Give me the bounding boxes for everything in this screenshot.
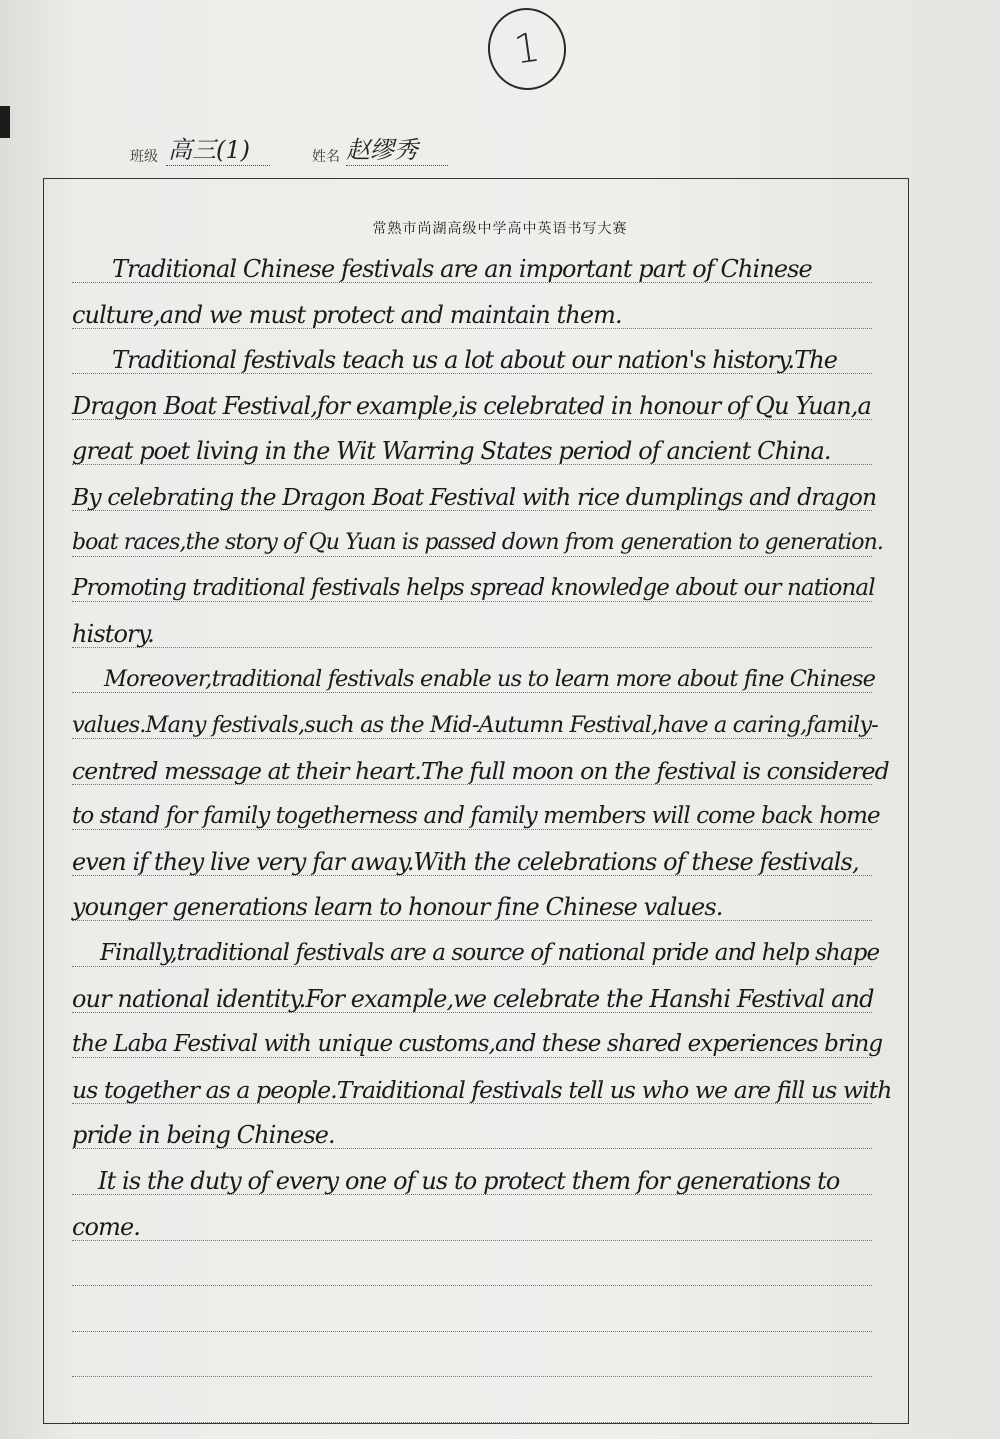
ruled-line xyxy=(72,1376,872,1377)
class-underline xyxy=(166,164,270,166)
ruled-line xyxy=(72,1331,872,1332)
essay-line: Finally,traditional festivals are a source of national pride and help shape xyxy=(100,940,880,966)
ruled-line xyxy=(72,1422,872,1423)
essay-line: us together as a people.Traiditional festivals tell us who we are fill us with xyxy=(72,1075,892,1104)
essay-line: great poet living in the Wit Warring States period of ancient China. xyxy=(72,437,831,466)
essay-line: younger generations learn to honour fine Chinese values. xyxy=(72,893,723,922)
contest-title: 常熟市尚湖高级中学高中英语书写大赛 xyxy=(372,221,628,237)
ruled-line xyxy=(72,1285,872,1286)
page-number: 1 xyxy=(511,24,543,74)
essay-line: By celebrating the Dragon Boat Festival with rice dumplings and dragon xyxy=(72,483,877,511)
name-underline xyxy=(346,164,448,166)
class-value: 高三(1) xyxy=(168,136,250,164)
essay-line: centred message at their heart.The full moon on the festival is considered xyxy=(72,756,889,785)
essay-line: history. xyxy=(72,619,154,648)
essay-line: pride in being Chinese. xyxy=(72,1121,335,1150)
essay-line: boat races,the story of Qu Yuan is passed down from generation to generation. xyxy=(72,529,883,555)
essay-line: Dragon Boat Festival,for example,is celebrated in honour of Qu Yuan,a xyxy=(72,391,871,420)
class-label: 班级 xyxy=(130,149,158,165)
name-value: 赵缪秀 xyxy=(346,136,418,164)
page-number-circle xyxy=(483,3,572,95)
name-label: 姓名 xyxy=(312,149,340,165)
essay-line: Traditional festivals teach us a lot about our nation's history.The xyxy=(112,346,838,375)
essay-line: It is the duty of every one of us to protect them for generations to xyxy=(98,1167,840,1195)
essay-line: Traditional Chinese festivals are an important part of Chinese xyxy=(112,255,812,283)
essay-line: even if they live very far away.With the celebrations of these festivals, xyxy=(72,847,859,876)
essay-line: the Laba Festival with unique customs,and these shared experiences bring xyxy=(72,1031,883,1058)
essay-line: culture,and we must protect and maintain them. xyxy=(72,300,622,329)
essay-line: Promoting traditional festivals helps spread knowledge about our national xyxy=(72,575,875,602)
essay-line: Moreover,traditional festivals enable us to learn more about fine Chinese xyxy=(104,666,876,693)
essay-line: our national identity.For example,we celebrate the Hanshi Festival and xyxy=(72,984,874,1013)
essay-line: to stand for family togetherness and family members will come back home xyxy=(72,803,880,830)
binding-edge-mark xyxy=(0,106,10,138)
essay-line: come. xyxy=(72,1212,140,1241)
essay-line: values.Many festivals,such as the Mid-Autumn Festival,have a caring,family- xyxy=(72,712,878,738)
